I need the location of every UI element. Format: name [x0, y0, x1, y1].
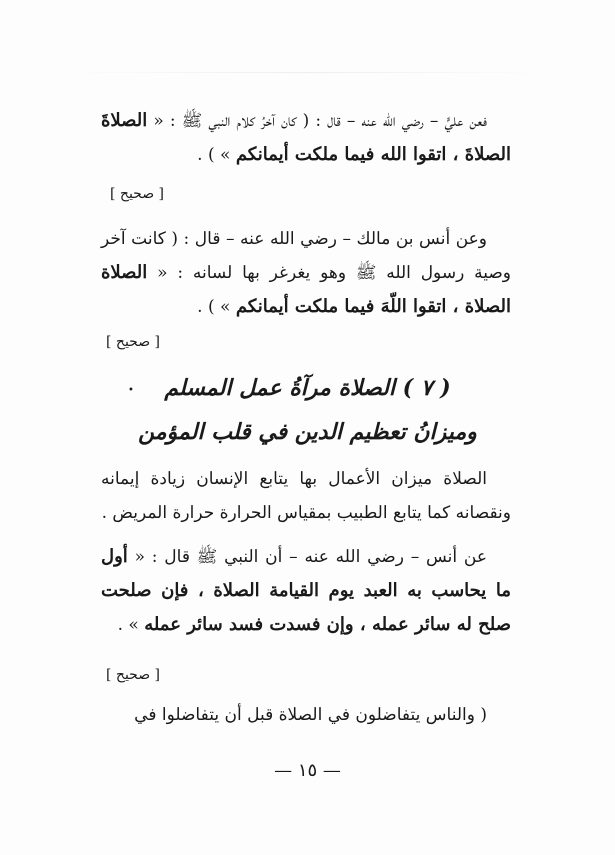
- hadith-reckoning-block: [101, 540, 511, 642]
- grade-label-2: [ صحيح ]: [106, 334, 161, 350]
- prayer-scale-block: [101, 462, 511, 530]
- hadith-anas-block: [101, 222, 511, 324]
- hadith-ali-text: فعن عليٍّ – رضي الله عنه – قال : ( كان آخرُ كلام النبي ﷺ : «: [153, 111, 487, 131]
- hadith-anas-quote: الصلاة الصلاة ، اتقوا اللّهَ فيما ملكت أيمانكم: [101, 262, 511, 317]
- hadith-anas-text: وعن أنس بن مالك – رضي الله عنه – قال : ( كانت آخر وصية رسول الله ﷺ وهو يغرغر بها لسانه : «: [101, 229, 512, 283]
- decorative-dot: •: [128, 385, 134, 396]
- hadith-reckoning-quote: أول ما يحاسب به العبد يوم القيامة الصلاة ، فإن صلحت صلح له سائر عمله ، وإن فسدت فسد سائر عمله: [101, 546, 511, 635]
- page-number: — ١٥ —: [274, 760, 341, 781]
- hadith-anas-ending: » ) .: [197, 297, 231, 317]
- hadith-anas-paragraph: [101, 222, 511, 324]
- closing-block: [101, 698, 511, 732]
- prayer-scale-paragraph: الصلاة ميزان الأعمال بها يتابع الإنسان زيادة إيمانه ونقصانه كما يتابع الطبيب بمقياس الحرارة حرارة المريض .: [101, 469, 511, 523]
- hadith-ali-ending: » ) .: [197, 145, 231, 165]
- section-heading-line-2: وميزانُ تعظيم الدين في قلب المؤمن: [138, 419, 477, 445]
- section-heading-line-1: ( ٧ ) الصلاة مرآةُ عمل المسلم: [164, 375, 451, 401]
- grade-label-1: [ صحيح ]: [110, 186, 165, 202]
- hadith-reckoning-paragraph: [101, 540, 511, 642]
- hadith-ali-block: [101, 104, 511, 172]
- hadith-reckoning-ending: » .: [117, 615, 139, 635]
- section-heading: [100, 366, 515, 454]
- hadith-ali-paragraph: [101, 104, 511, 172]
- hadith-reckoning-text: عن أنس – رضي الله عنه – أن النبي ﷺ قال : «: [134, 547, 487, 567]
- closing-paragraph: ( والناس يتفاضلون في الصلاة قبل أن يتفاضلوا في: [134, 705, 487, 725]
- grade-label-3: [ صحيح ]: [106, 667, 161, 683]
- hadith-ali-quote: الصلاةَ الصلاةَ ، اتقوا الله فيما ملكت أيمانكم: [101, 110, 511, 165]
- page-top-shadow: [60, 72, 550, 73]
